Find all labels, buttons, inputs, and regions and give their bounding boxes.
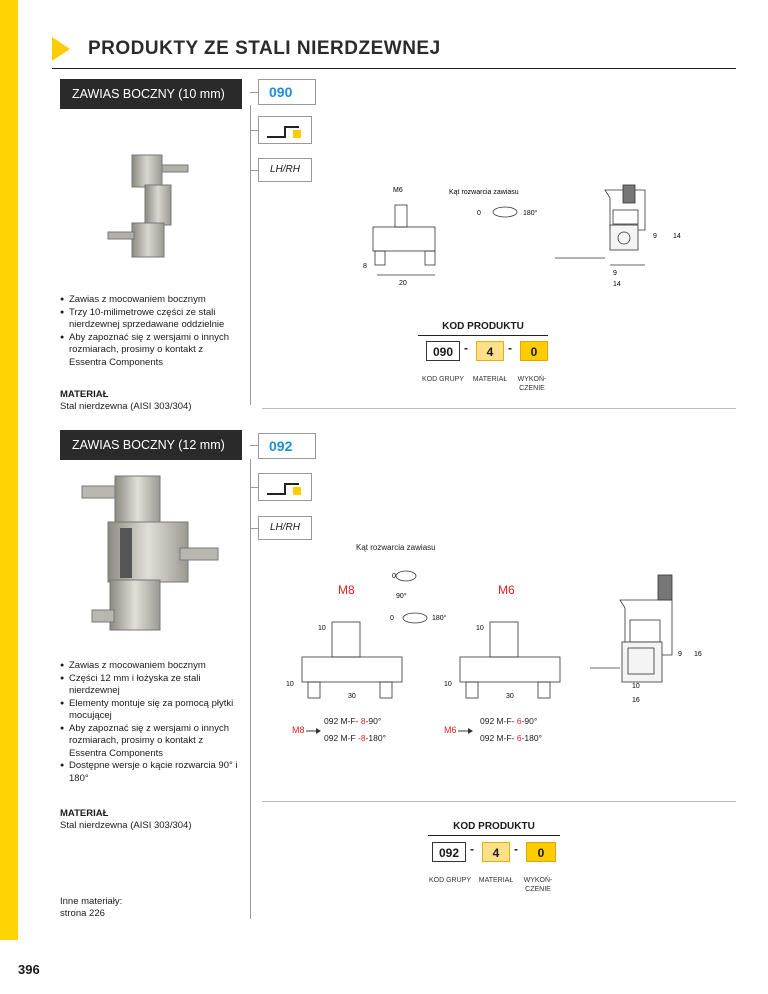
arrow-right-icon: [458, 727, 474, 735]
kod-finish-box: 0: [520, 341, 548, 361]
svg-text:9: 9: [653, 233, 657, 240]
header-divider: [52, 68, 736, 69]
svg-text:0: 0: [390, 615, 394, 622]
material-value: Stal nierdzewna (AISI 303/304): [60, 820, 192, 831]
svg-text:20: 20: [399, 280, 407, 287]
kod-group-label: KOD GRUPY: [421, 376, 464, 383]
orientation-label: LH/RH: [258, 516, 312, 540]
svg-text:90°: 90°: [396, 593, 407, 600]
svg-text:16: 16: [632, 697, 640, 704]
hinge-10mm-drawing: [355, 180, 690, 290]
variant-m6-label: M6: [444, 725, 457, 735]
page-number: 396: [18, 962, 40, 977]
svg-text:M8: M8: [338, 583, 355, 597]
product-code: 092: [258, 433, 316, 459]
svg-text:Kąt rozwarcia zawiasu: Kąt rozwarcia zawiasu: [449, 189, 519, 196]
kod-finish-label: WYKOŃ- CZENIE: [517, 376, 547, 392]
svg-text:10: 10: [318, 625, 326, 632]
kod-title: KOD PRODUKTU: [453, 821, 535, 832]
svg-text:10: 10: [632, 683, 640, 690]
section-divider: [262, 408, 736, 409]
kod-material-box: 4: [482, 842, 510, 862]
variant-row: 092 M-F- 6-180°: [480, 733, 542, 743]
hinge-12mm-drawing: [280, 560, 710, 710]
svg-text:8: 8: [363, 263, 367, 270]
kod-finish-label: WYKOŃ- CZENIE: [523, 877, 553, 893]
kod-finish-box: 0: [526, 842, 556, 862]
material-value: Stal nierdzewna (AISI 303/304): [60, 401, 192, 412]
other-materials-label: Inne materiały:: [60, 896, 123, 907]
svg-text:M6: M6: [498, 583, 515, 597]
header-arrow-icon: [52, 37, 70, 61]
kod-group-box: 090: [426, 341, 460, 361]
list-item: ● Zawias z mocowaniem bocznym: [60, 294, 240, 307]
list-item: ● Elementy montuje się za pomocą płytki mocującej: [60, 698, 242, 723]
features-list: [60, 294, 240, 369]
list-item: ● Aby zapoznać się z wersjami o innych rozmiarach, prosimy o kontakt z Essentra Components: [60, 723, 242, 761]
svg-text:14: 14: [613, 281, 621, 288]
svg-text:180°: 180°: [523, 210, 538, 217]
section-divider: [262, 801, 736, 802]
svg-text:30: 30: [506, 693, 514, 700]
diagram-caption: Kąt rozwarcia zawiasu: [356, 543, 436, 552]
hinge-10mm-photo: [90, 140, 200, 280]
connector-line: [250, 105, 251, 405]
kod-material-label: MATERIAŁ: [478, 877, 514, 884]
arrow-right-icon: [306, 727, 322, 735]
list-item: ● Dostępne wersje o kącie rozwarcia 90° i 180°: [60, 760, 242, 785]
material-title: MATERIAŁ: [60, 808, 109, 819]
features-list: [60, 660, 242, 785]
svg-text:0: 0: [477, 210, 481, 217]
page-title: PRODUKTY ZE STALI NIERDZEWNEJ: [88, 38, 441, 59]
variant-row: 092 M-F- 6-90°: [480, 716, 538, 726]
kod-title: KOD PRODUKTU: [442, 321, 524, 332]
svg-text:10: 10: [444, 681, 452, 688]
svg-text:10: 10: [476, 625, 484, 632]
kod-group-box: 092: [432, 842, 466, 862]
svg-text:180°: 180°: [432, 615, 447, 622]
svg-text:M6: M6: [393, 187, 403, 194]
svg-text:0: 0: [392, 573, 396, 580]
svg-text:10: 10: [286, 681, 294, 688]
variant-row: 092 M-F- 8-90°: [324, 716, 382, 726]
kod-material-label: MATERIAŁ: [472, 376, 508, 383]
svg-text:9: 9: [678, 651, 682, 658]
kod-material-box: 4: [476, 341, 504, 361]
material-title: MATERIAŁ: [60, 389, 109, 400]
product-code: 090: [258, 79, 316, 105]
product-name: ZAWIAS BOCZNY (10 mm): [60, 79, 242, 109]
list-item: ● Trzy 10-milimetrowe części ze stali nierdzewnej sprzedawane oddzielnie: [60, 307, 240, 332]
list-item: ● Zawias z mocowaniem bocznym: [60, 660, 242, 673]
svg-text:16: 16: [694, 651, 702, 658]
product-name: ZAWIAS BOCZNY (12 mm): [60, 430, 242, 460]
hinge-12mm-photo: [70, 470, 220, 650]
other-materials-link[interactable]: strona 226: [60, 908, 105, 919]
variant-row: 092 M-F -8-180°: [324, 733, 386, 743]
svg-text:9: 9: [613, 270, 617, 277]
orientation-label: LH/RH: [258, 158, 312, 182]
kod-group-label: KOD GRUPY: [428, 877, 471, 884]
svg-text:30: 30: [348, 693, 356, 700]
yellow-side-bar: [0, 0, 18, 994]
list-item: ● Części 12 mm i łożyska ze stali nierdzewnej: [60, 673, 242, 698]
list-item: ● Aby zapoznać się z wersjami o innych rozmiarach, prosimy o kontakt z Essentra Components: [60, 332, 240, 370]
variant-m8-label: M8: [292, 725, 305, 735]
svg-text:14: 14: [673, 233, 681, 240]
mount-type-icon: [258, 473, 312, 501]
mount-type-icon: [258, 116, 312, 144]
